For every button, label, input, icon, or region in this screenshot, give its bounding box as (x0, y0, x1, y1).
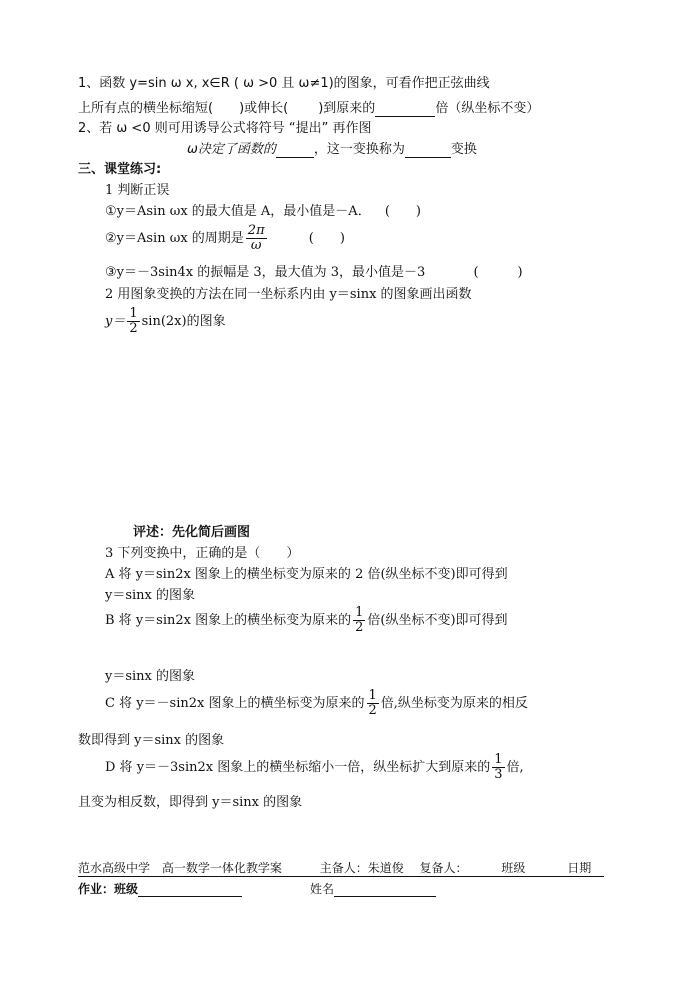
fraction-numerator: 1 (129, 306, 138, 321)
footer-course: 高一数学一体化教学案 (161, 861, 282, 875)
q3-b-text: 倍(纵坐标不变)即可得到 (367, 612, 508, 628)
q1-item-c (105, 265, 523, 281)
blank-long (288, 103, 318, 117)
intro-text: 变换 (450, 142, 477, 157)
q1-title: 1 判断正误 (105, 183, 170, 198)
name-blank[interactable] (334, 883, 436, 897)
intro-text: 上所有点的横坐标缩短( (78, 101, 214, 116)
footer-school: 范水高级中学 (78, 861, 151, 875)
blank-short (213, 103, 239, 117)
intro-text: ，这一变换称为 (313, 142, 405, 157)
q3-option-c-line2: 数即得到 y＝sinx 的图象 (78, 733, 225, 748)
homework-label: 作业：班级 (78, 882, 139, 896)
q1-a-text: ①y＝Asin ωx 的最大值是 A，最小值是－A． (105, 204, 371, 219)
q3-d-text: 倍, (506, 759, 524, 775)
q1-item-a (105, 204, 421, 220)
answer-paren: ( ) (384, 204, 421, 219)
name-label: 姓名 (310, 882, 335, 896)
intro-text: ω决定了函数的 (187, 142, 276, 157)
homework-class-blank[interactable] (138, 883, 242, 897)
fraction (353, 606, 365, 635)
fraction (246, 224, 267, 253)
footer-class: 班级 (501, 861, 526, 875)
q3-option-a-line2: y＝sinx 的图象 (105, 588, 196, 603)
fraction-numerator: 1 (368, 688, 377, 703)
q1-b-text: ②y＝Asin ωx 的周期是 (105, 230, 244, 246)
fraction-denominator: 2 (129, 321, 138, 336)
q1-c-text: ③y＝－3sin4x 的振幅是 3，最大值为 3，最小值是－3 (105, 265, 426, 280)
section-title: 三、课堂练习: (78, 162, 162, 177)
q3-b-text: B 将 y＝sin2x 图象上的横坐标变为原来的 (105, 612, 352, 628)
fraction-numerator: 1 (355, 605, 364, 620)
blank-transform-name (405, 143, 451, 158)
q3-c-text: C 将 y＝－sin2x 图象上的横坐标变为原来的 (105, 695, 365, 711)
q3-option-b-line1 (105, 606, 508, 644)
answer-paren: ( ) (473, 265, 523, 280)
q2-line-1: 2 用图象变换的方法在同一坐标系内由 y＝sinx 的图象画出函数 (105, 287, 472, 302)
intro-line-4 (187, 142, 477, 158)
comment: 评述：先化简后画图 (133, 525, 251, 540)
intro-text: )或伸长( (239, 101, 289, 116)
fraction-numerator: 2π (247, 223, 265, 238)
fraction (127, 307, 139, 336)
answer-paren: ( ) (308, 230, 345, 246)
q2-tail: sin(2x)的图象 (141, 313, 226, 329)
fraction (492, 753, 504, 782)
footer-homework (78, 881, 242, 897)
intro-line-2 (78, 101, 539, 117)
q3-c-text: 倍,纵坐标变为原来的相反 (380, 695, 528, 711)
intro-line-1: 1、函数 y=sin ω x, x∈R ( ω >0 且 ω≠1)的图象，可看作把正弦曲线 (78, 76, 490, 91)
q2-y: y＝ (105, 313, 126, 329)
blank-multiple (375, 102, 435, 117)
q3-option-b-line2: y＝sinx 的图象 (105, 669, 196, 684)
intro-text: 倍（纵坐标不变） (435, 101, 540, 116)
footer-name (310, 881, 436, 897)
blank-function-property (276, 143, 314, 158)
q1-item-b (105, 224, 345, 262)
footer-divider (78, 876, 604, 877)
q3-option-d-line1 (105, 753, 524, 791)
q3-option-d-line2: 且变为相反数，即得到 y＝sinx 的图象 (78, 795, 303, 810)
q3-option-c-line1 (105, 689, 528, 727)
footer-header (78, 860, 591, 876)
fraction-denominator: 3 (494, 767, 503, 782)
q3-option-a-line1: A 将 y＝sin2x 图象上的横坐标变为原来的 2 倍(纵坐标不变)即可得到 (105, 567, 508, 582)
footer-author: 主备人：朱道俊 (319, 861, 404, 875)
footer-date: 日期 (567, 861, 592, 875)
intro-text: )到原来的 (318, 101, 376, 116)
q3-d-text: D 将 y＝－3sin2x 图象上的横坐标缩小一倍，纵坐标扩大到原来的 (105, 759, 491, 775)
fraction (367, 689, 379, 718)
fraction-denominator: ω (250, 238, 262, 253)
q3-title: 3 下列变换中，正确的是（ ） (105, 546, 300, 561)
intro-line-3: 2、若 ω <0 则可用诱导公式将符号 “提出” 再作图 (78, 121, 372, 136)
fraction-denominator: 2 (368, 703, 377, 718)
footer-reviewer: 复备人： (419, 861, 468, 875)
fraction-denominator: 2 (355, 620, 364, 635)
q2-line-2 (105, 307, 226, 343)
fraction-numerator: 1 (494, 752, 503, 767)
